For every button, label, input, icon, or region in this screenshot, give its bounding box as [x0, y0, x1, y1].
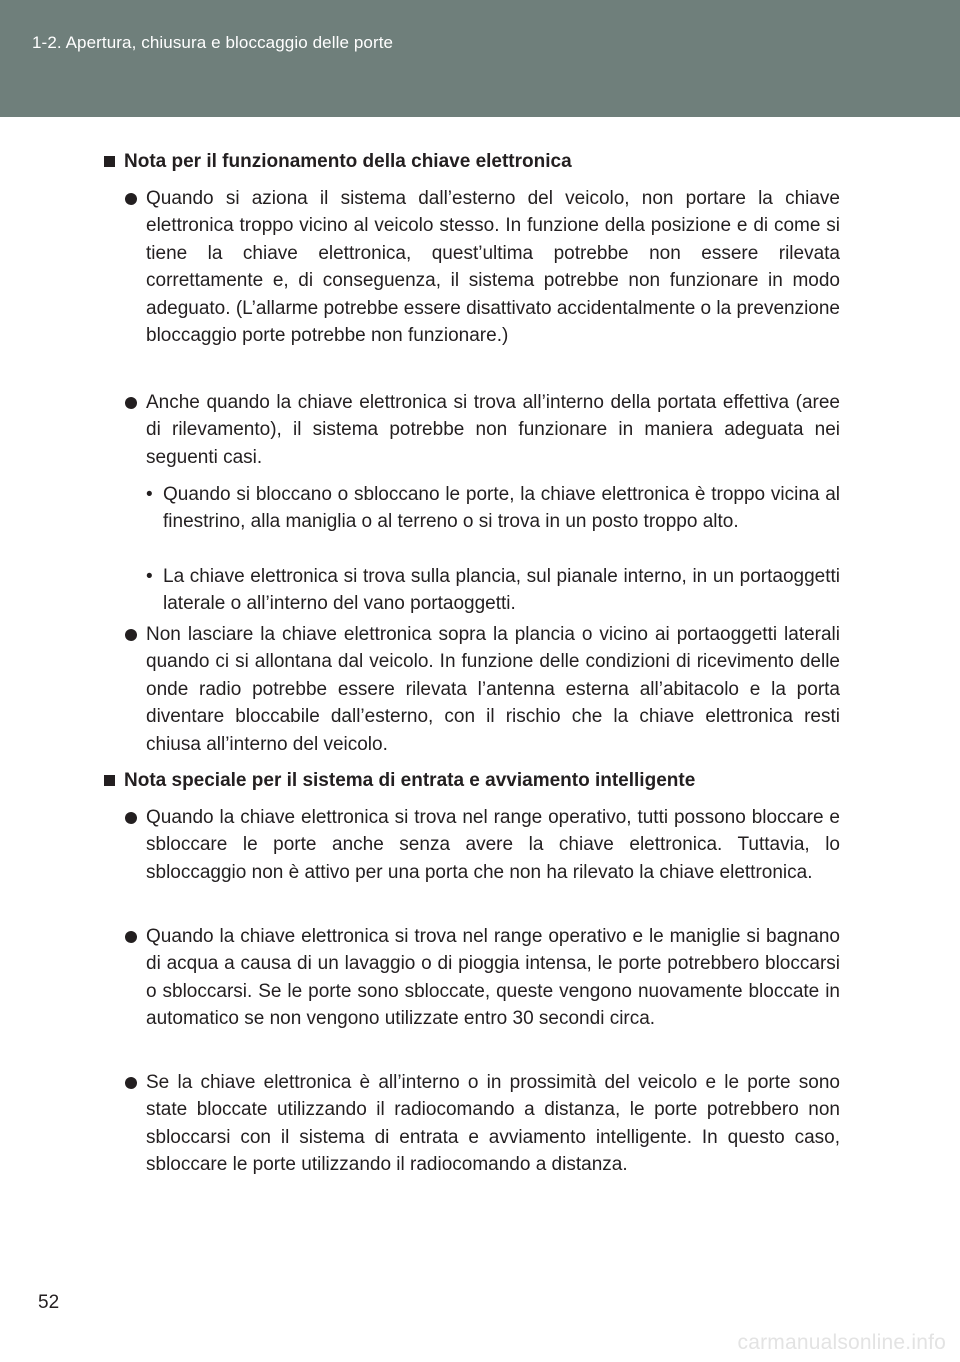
square-bullet-icon	[104, 775, 115, 786]
small-bullet-icon: •	[146, 566, 153, 587]
round-bullet-icon	[125, 1077, 137, 1089]
sub-bullet-paragraph: • La chiave elettronica si trova sulla plancia, sul pianale interno, in un portaoggetti laterale o all’interno del vano portaoggetti.	[163, 563, 840, 618]
round-bullet-icon	[125, 397, 137, 409]
bullet-paragraph: Se la chiave elettronica è all’interno o in prossimità del veicolo e le porte sono state bloccate utilizzando il radiocomando a distanza, le porte potrebbero non sbloccarsi con il sistema di entrata e avviamento intelligente. In questo caso, sbloccare le porte utilizzando il radiocomando a distanza.	[146, 1069, 840, 1179]
square-bullet-icon	[104, 156, 115, 167]
watermark: carmanualsonline.info	[737, 1331, 946, 1354]
round-bullet-icon	[125, 193, 137, 205]
bullet-paragraph: Quando si aziona il sistema dall’esterno del veicolo, non portare la chiave elettronica troppo vicino al veicolo stesso. In funzione della posizione e di come si tiene la chiave elettronica, quest’ultima potrebbe non essere rilevata correttamente e, di conseguenza, il sistema potrebbe non funzionare in modo adeguato. (L’allarme potrebbe essere disattivato accidentalmente o la prevenzione bloccaggio porte potrebbe non funzionare.)	[146, 185, 840, 349]
section-heading: Nota speciale per il sistema di entrata e avviamento intelligente	[104, 767, 844, 795]
section-heading: Nota per il funzionamento della chiave elettronica	[104, 148, 844, 176]
sub-bullet-paragraph: • Quando si bloccano o sbloccano le porte, la chiave elettronica è troppo vicina al finestrino, alla maniglia o al terreno o si trova in un posto troppo alto.	[163, 481, 840, 536]
bullet-paragraph: Quando la chiave elettronica si trova nel range operativo e le maniglie si bagnano di acqua a causa di un lavaggio o di pioggia intensa, le porte potrebbero bloccarsi o sbloccarsi. Se le porte sono sbloccate, queste vengono nuovamente bloccate in automatico se non vengono utilizzate entro 30 secondi circa.	[146, 923, 840, 1033]
round-bullet-icon	[125, 812, 137, 824]
page-number: 52	[38, 1292, 60, 1313]
bullet-paragraph: Anche quando la chiave elettronica si trova all’interno della portata effettiva (aree di rilevamento), il sistema potrebbe non funzionare in maniera adeguata nei seguenti casi.	[146, 389, 840, 471]
round-bullet-icon	[125, 931, 137, 943]
page-header-bar	[0, 0, 960, 117]
small-bullet-icon: •	[146, 484, 153, 505]
bullet-paragraph: Non lasciare la chiave elettronica sopra la plancia o vicino ai portaoggetti laterali quando ci si allontana dal veicolo. In funzione delle condizioni di ricevimento delle onde radio potrebbe essere rilevata l’antenna esterna all’abitacolo e la porta diventare bloccabile dall’esterno, con il rischio che la chiave elettronica resti chiusa all’interno del veicolo.	[146, 621, 840, 758]
round-bullet-icon	[125, 629, 137, 641]
bullet-paragraph: Quando la chiave elettronica si trova nel range operativo, tutti possono bloccare e sbloccare le porte anche senza avere la chiave elettronica. Tuttavia, lo sbloccaggio non è attivo per una porta che non ha rilevato la chiave elettronica.	[146, 804, 840, 886]
chapter-title: 1-2. Apertura, chiusura e bloccaggio delle porte	[32, 33, 394, 52]
